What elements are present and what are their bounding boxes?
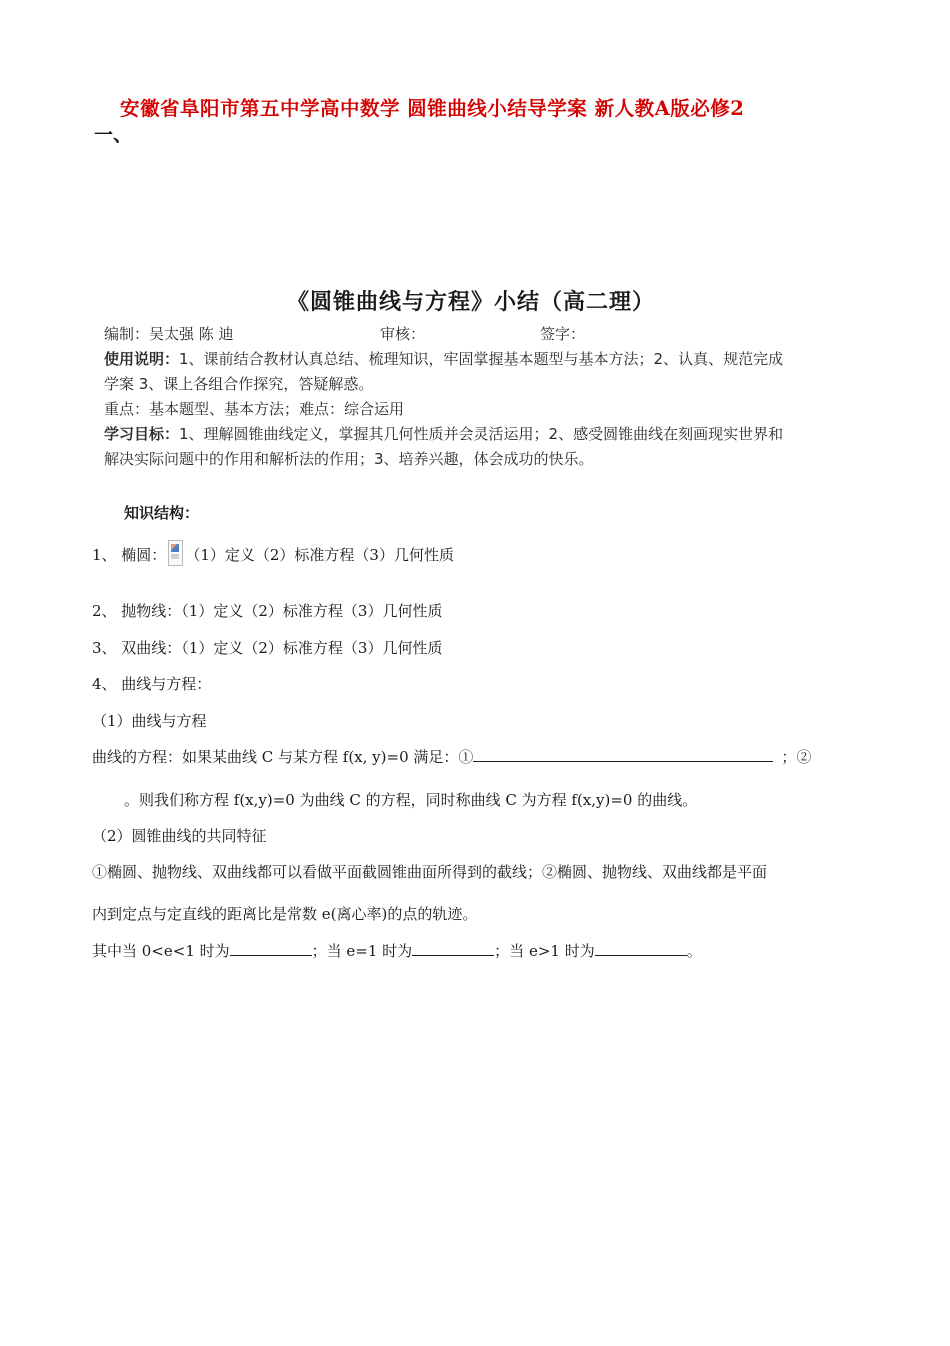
lesson-title: 《圆锥曲线与方程》小结（高二理） (287, 289, 656, 315)
sub1-line-2: 。则我们称方程 f(x,y)=0 为曲线 C 的方程，同时称曲线 C 为方程 f(x,y)=0 的曲线。 (124, 791, 698, 809)
usage-label: 使用说明： (104, 350, 180, 368)
goals-line-1 (104, 423, 783, 444)
fill-blank-ellipse (230, 941, 312, 956)
focus-line: 重点：基本题型、基本方法；难点：综合运用 (104, 400, 405, 418)
structure-heading: 知识结构： (124, 504, 200, 522)
sub1-heading: （1）曲线与方程 (92, 712, 207, 730)
fill-blank-hyperbola (595, 941, 687, 956)
goals-text-1: 1、理解圆锥曲线定义，掌握其几何性质并会灵活运用；2、感受圆锥曲线在刻画现实世界和 (179, 425, 784, 443)
reviewer-label: 审核： (380, 325, 426, 343)
fill-blank-parabola (412, 941, 494, 956)
sub1-line-1 (92, 746, 811, 767)
goals-line-2: 解决实际问题中的作用和解析法的作用；3、培养兴趣，体会成功的快乐。 (104, 450, 594, 468)
usage-text-1: 1、课前结合教材认真总结、梳理知识，牢固掌握基本题型与基本方法；2、认真、规范完成 (179, 350, 784, 368)
item-ellipse-label: 1、 椭圆： (92, 546, 167, 564)
item-hyperbola: 3、 双曲线：（1）定义（2）标准方程（3）几何性质 (92, 639, 443, 657)
cond-parabola-text: ；当 e=1 时为 (311, 942, 413, 960)
sub1-line-1-text: 曲线的方程：如果某曲线 C 与某方程 f(x, y)=0 满足：① (92, 748, 474, 766)
document-title: 安徽省阜阳市第五中学高中数学 圆锥曲线小结导学案 新人教A版必修2 (120, 97, 745, 120)
item-ellipse-text: （1）定义（2）标准方程（3）几何性质 (185, 546, 454, 564)
fill-blank-1 (473, 747, 773, 762)
cond-ellipse-text: 其中当 0<e<1 时为 (92, 942, 230, 960)
usage-line-2: 学案 3、课上各组合作探究，答疑解惑。 (104, 375, 374, 393)
sub2-heading: （2）圆锥曲线的共同特征 (92, 827, 267, 845)
item-ellipse (92, 540, 454, 566)
title-continuation: 一、 (94, 124, 133, 146)
cond-hyperbola-text: ；当 e>1 时为 (494, 942, 595, 960)
sub2-line-1: ①椭圆、抛物线、双曲线都可以看做平面截圆锥曲面所得到的截线；②椭圆、抛物线、双曲线都是平面 (92, 863, 768, 881)
goals-label: 学习目标： (104, 425, 180, 443)
item-curve-equation: 4、 曲线与方程： (92, 675, 212, 693)
eccentricity-line (92, 940, 702, 961)
image-placeholder-icon (168, 540, 183, 566)
sub1-line-1-end: ；② (781, 748, 812, 766)
editor-line: 编制：吴太强 陈 迪 (104, 325, 234, 343)
usage-line-1 (104, 348, 783, 369)
item-parabola: 2、 抛物线：（1）定义（2）标准方程（3）几何性质 (92, 602, 443, 620)
cond-end: 。 (686, 942, 702, 960)
signature-label: 签字： (540, 325, 586, 343)
sub2-line-2: 内到定点与定直线的距离比是常数 e(离心率)的点的轨迹。 (92, 905, 478, 923)
